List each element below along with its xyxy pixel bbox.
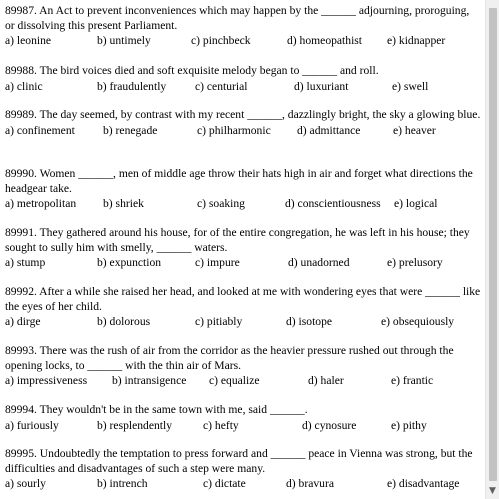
question-block: [5, 447, 481, 491]
option-a: a) metropolitan: [5, 197, 77, 211]
scroll-thumb[interactable]: [489, 8, 497, 481]
option-row: [5, 314, 481, 329]
option-c: c) impure: [195, 256, 240, 270]
option-e: e) prelusory: [387, 256, 443, 270]
option-d: d) isotope: [286, 315, 333, 329]
option-b: b) fraudulently: [97, 79, 167, 93]
question-stem: 89992. After a while she raised her head, and looked at me with wondering eyes that were ______ like the eyes of her child.: [5, 285, 481, 313]
option-e: e) logical: [394, 197, 438, 211]
option-d: d) bravura: [286, 477, 334, 491]
option-b: b) untimely: [97, 34, 151, 48]
question-block: [5, 403, 481, 433]
option-d: d) homeopathist: [287, 34, 363, 48]
option-b: b) shriek: [103, 197, 144, 211]
option-c: c) hefty: [203, 418, 239, 432]
option-c: c) centurial: [195, 79, 248, 93]
option-a: a) sourly: [5, 477, 46, 491]
option-row: [5, 373, 481, 388]
option-a: a) furiously: [5, 418, 59, 432]
option-a: a) dirge: [5, 315, 41, 329]
question-block: [5, 108, 481, 138]
option-e: e) swell: [392, 79, 429, 93]
option-row: [5, 476, 481, 491]
option-d: d) conscientiousness: [285, 197, 381, 211]
vertical-scrollbar[interactable]: [485, 0, 499, 499]
option-c: c) dictate: [203, 477, 246, 491]
option-row: [5, 79, 481, 94]
option-row: [5, 418, 481, 433]
option-e: e) kidnapper: [387, 34, 446, 48]
option-a: a) confinement: [5, 123, 75, 137]
option-a: a) leonine: [5, 34, 52, 48]
option-e: e) obsequiously: [381, 315, 455, 329]
question-stem: 89991. They gathered around his house, for of the entire congregation, he was left in his house; they sought to sully him with smelly, ______ waters.: [5, 226, 470, 254]
question-stem: 89989. The day seemed, by contrast with my recent ______, dazzlingly bright, the sky a glowing blue.: [5, 108, 481, 121]
question-block: [5, 226, 481, 270]
question-stem: 89988. The bird voices died and soft exquisite melody began to ______ and roll.: [5, 64, 379, 77]
option-row: [5, 255, 481, 270]
option-b: b) intransigence: [112, 374, 187, 388]
question-block: [5, 167, 481, 211]
option-a: a) impressiveness: [5, 374, 88, 388]
option-e: e) pithy: [391, 418, 427, 432]
option-row: [5, 33, 481, 48]
question-block: [5, 285, 481, 329]
question-stem: 89994. They wouldn't be in the same town with me, said ______.: [5, 403, 308, 416]
option-c: c) philharmonic: [197, 123, 271, 137]
option-row: [5, 123, 481, 138]
option-d: d) unadorned: [288, 256, 350, 270]
question-stem: 89993. There was the rush of air from the corridor as the heavier pressure rushed out through the opening locks, to ______ with the thin air of Mars.: [5, 344, 454, 372]
question-stem: 89990. Women ______, men of middle age throw their hats high in air and forget what directions the headgear take.: [5, 167, 473, 195]
question-block: [5, 64, 481, 94]
question-stem: 89995. Undoubtedly the temptation to press forward and ______ peace in Vienna was strong, but the difficulties and disadvantages of such a step were many.: [5, 447, 473, 475]
option-c: c) pitiably: [195, 315, 243, 329]
option-b: b) expunction: [97, 256, 162, 270]
option-b: b) dolorous: [97, 315, 151, 329]
option-a: a) stump: [5, 256, 46, 270]
option-e: e) heaver: [393, 123, 436, 137]
option-d: d) admittance: [297, 123, 361, 137]
option-d: d) luxuriant: [294, 79, 349, 93]
option-e: e) disadvantage: [387, 477, 460, 491]
question-block: [5, 344, 481, 388]
option-c: c) soaking: [197, 197, 245, 211]
question-stem: 89987. An Act to prevent inconveniences which may happen by the ______ adjourning, proroguing, or dissolving this present Parliament.: [5, 4, 470, 32]
option-row: [5, 196, 481, 211]
option-b: b) intrench: [97, 477, 148, 491]
option-b: b) renegade: [103, 123, 158, 137]
option-d: d) cynosure: [302, 418, 357, 432]
option-b: b) resplendently: [97, 418, 173, 432]
option-c: c) pinchbeck: [191, 34, 251, 48]
option-e: e) frantic: [391, 374, 434, 388]
option-a: a) clinic: [5, 79, 43, 93]
question-block: [5, 4, 481, 48]
option-c: c) equalize: [209, 374, 260, 388]
option-d: d) haler: [308, 374, 344, 388]
scroll-down-arrow-icon[interactable]: ▼: [489, 486, 496, 496]
